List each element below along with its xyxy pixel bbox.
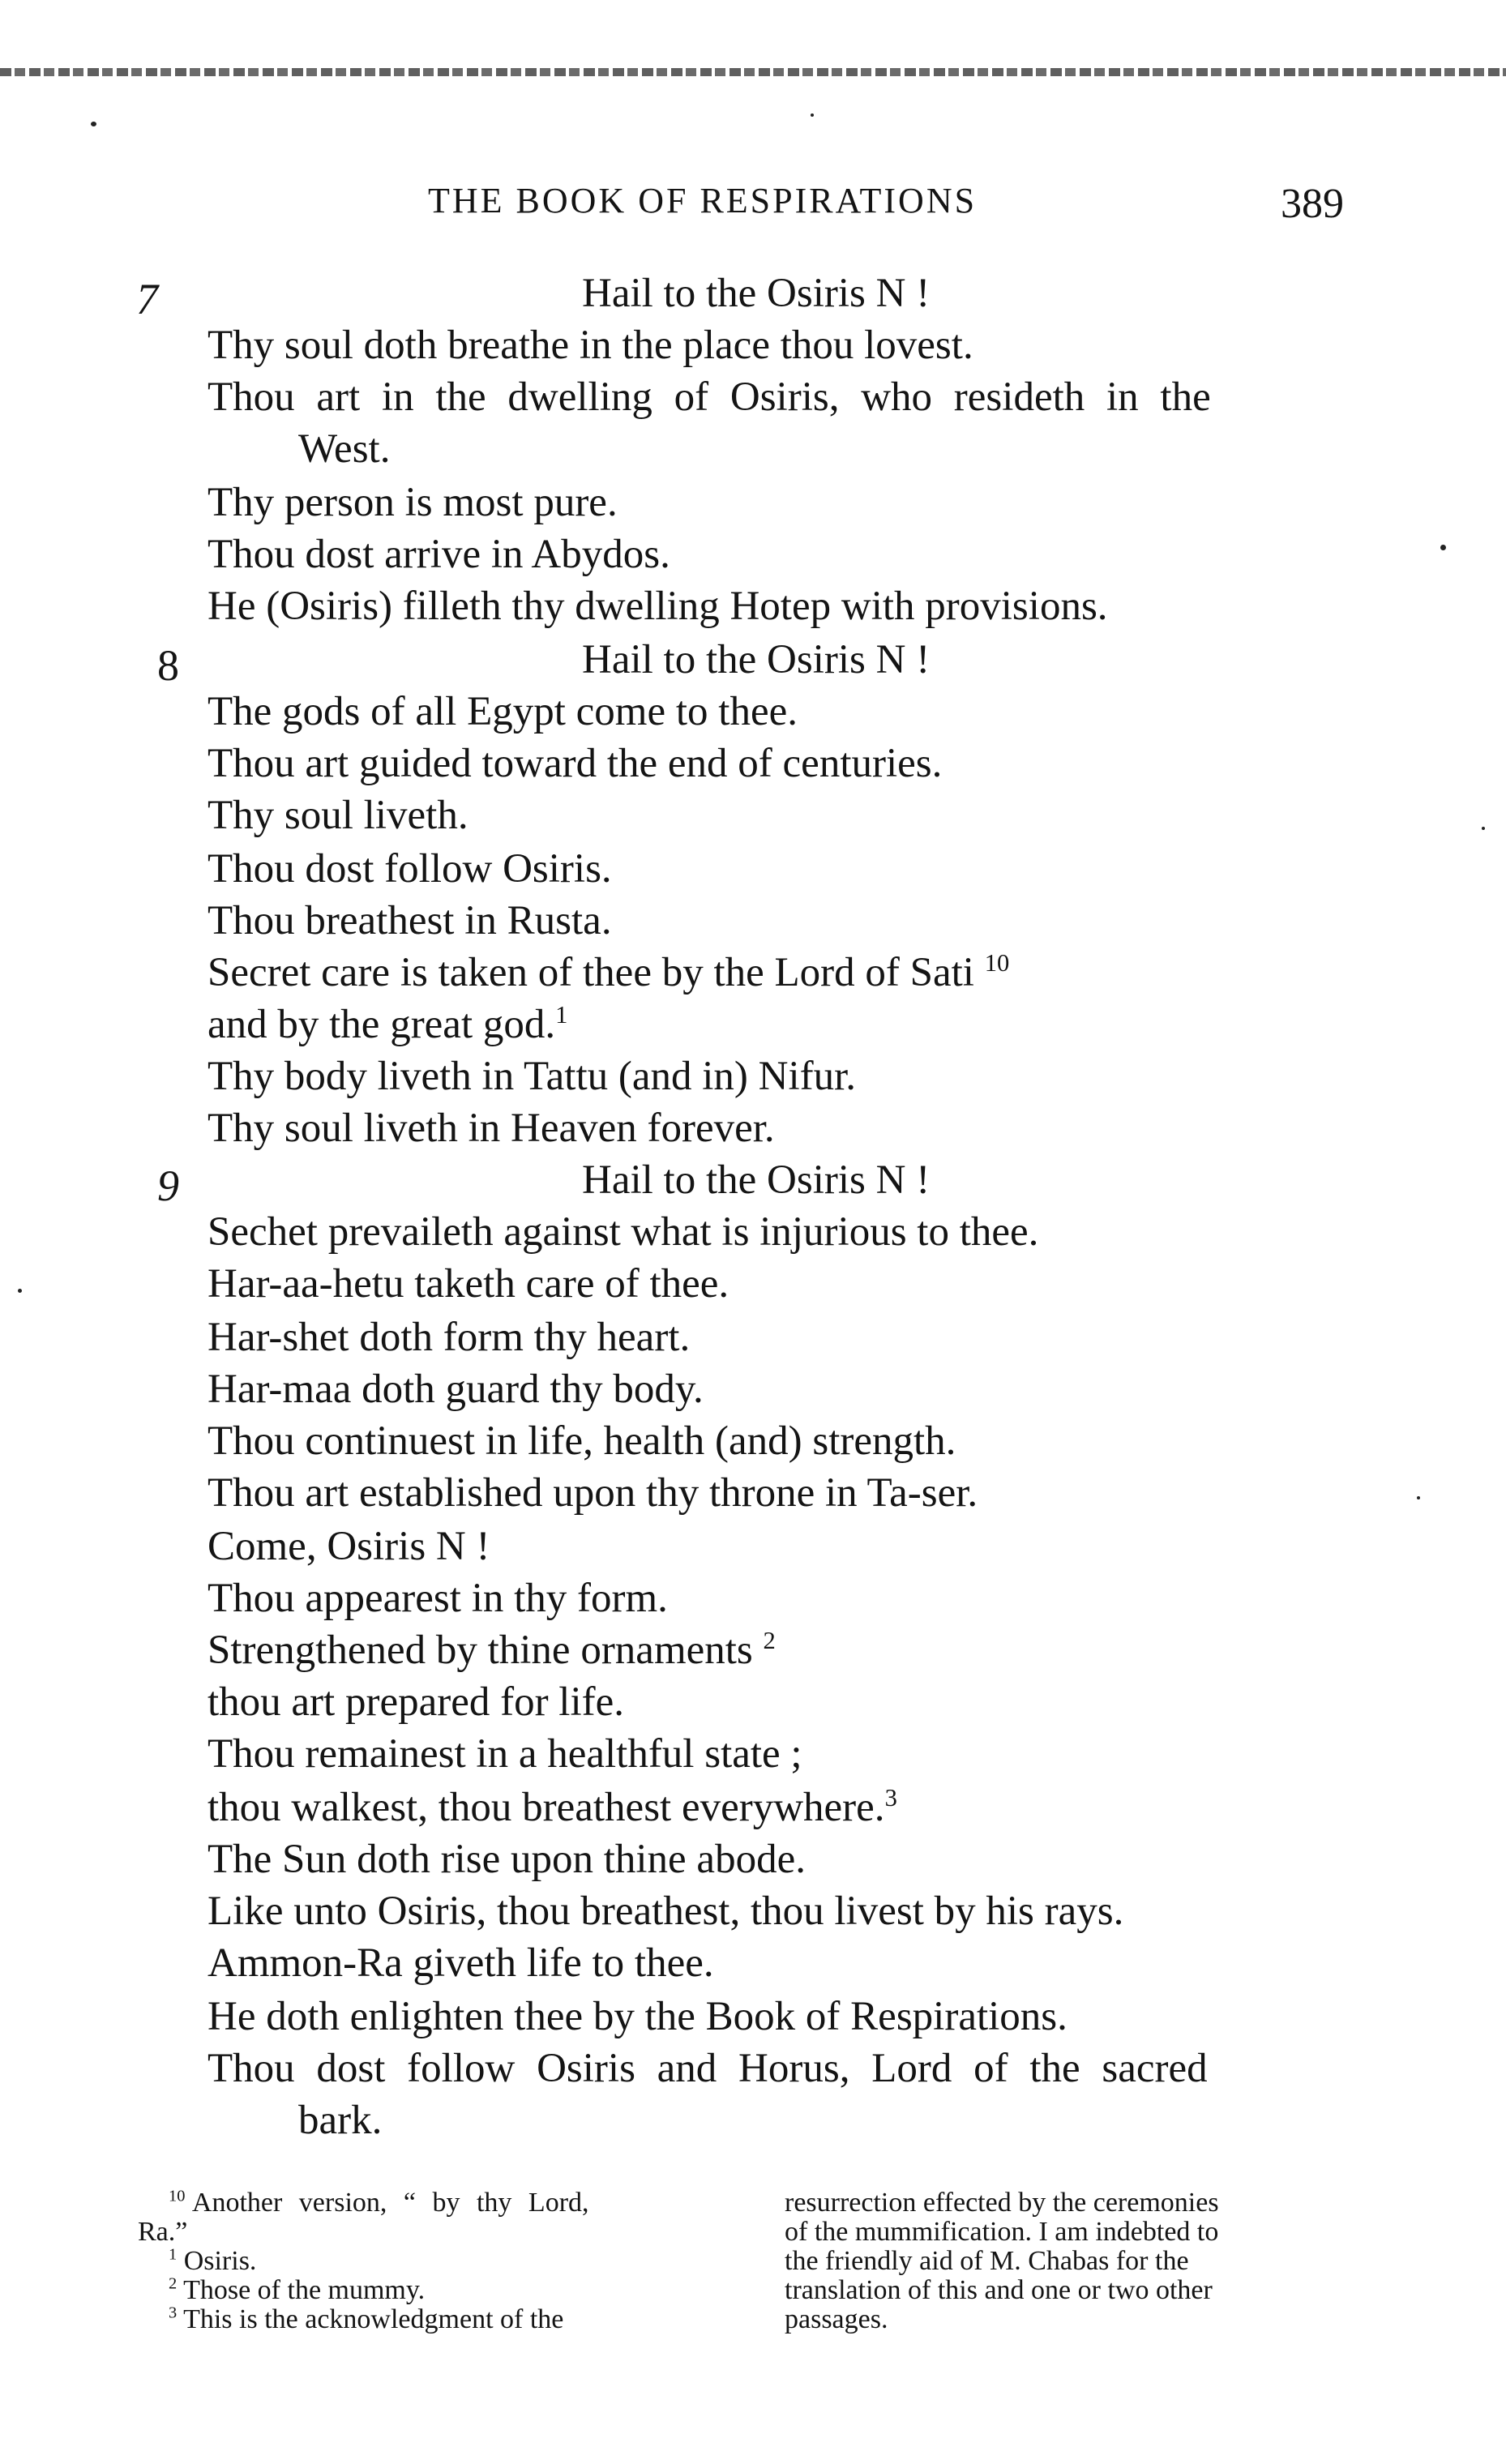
text-line: The Sun doth rise upon thine abode. xyxy=(208,1837,806,1882)
text-line xyxy=(208,1782,1383,1833)
scan-speck xyxy=(1482,827,1485,830)
footnote-text: This is the acknowledgment of the xyxy=(183,2304,564,2334)
text-line: Har-maa doth guard thy body. xyxy=(208,1367,704,1412)
page-number: 389 xyxy=(1281,181,1344,227)
text-line: He doth enlighten thee by the Book of Respirations. xyxy=(208,1994,1067,2039)
scan-edge xyxy=(0,68,1506,76)
footnote-text: Those of the mummy. xyxy=(183,2275,426,2305)
footnote-mark: 3 xyxy=(884,1784,897,1812)
footnote xyxy=(138,2276,754,2305)
text-line: Thy body liveth in Tattu (and in) Nifur. xyxy=(208,1054,857,1099)
scan-speck xyxy=(1440,545,1446,550)
text-line xyxy=(208,2043,1383,2094)
text-line xyxy=(208,371,1383,423)
text-line: Come, Osiris N ! xyxy=(208,1524,490,1569)
text-line-part: Secret care is taken of thee by the Lord of Sati xyxy=(208,950,974,995)
footnotes-right-column xyxy=(785,2188,1384,2334)
text-line: Sechet prevaileth against what is injurious to thee. xyxy=(208,1209,1039,1255)
footnote-continuation: of the mummification. I am indebted to xyxy=(785,2217,1219,2247)
footnote-mark: 3 xyxy=(169,2304,178,2322)
scan-speck xyxy=(91,122,96,126)
footnote xyxy=(138,2218,754,2247)
footnote-continuation: the friendly aid of M. Chabas for the xyxy=(785,2246,1189,2276)
text-line: Thou dost arrive in Abydos. xyxy=(208,532,670,577)
text-line-part: thou walkest, thou breathest everywhere. xyxy=(208,1785,885,1830)
text-line: Thou dost follow Osiris. xyxy=(208,846,612,892)
text-line: Thou art established upon thy throne in Ta-ser. xyxy=(208,1470,978,1516)
text-line: Thy soul doth breathe in the place thou lovest. xyxy=(208,323,973,368)
text-line: Thy soul liveth. xyxy=(208,793,468,838)
footnotes-left-column xyxy=(138,2188,754,2334)
verse-number: 9 xyxy=(157,1161,179,1210)
scan-speck xyxy=(18,1289,22,1293)
text-line xyxy=(208,947,1383,999)
footnote xyxy=(138,2247,754,2276)
text-line xyxy=(208,1624,1383,1676)
text-line: Ammon-Ra giveth life to thee. xyxy=(208,1940,714,1986)
footnote xyxy=(138,2188,754,2218)
footnote-text: Another version, “ by thy Lord, xyxy=(191,2188,589,2218)
text-line-part: Thou dost follow Osiris and Horus, Lord of the sacred xyxy=(208,2046,1208,2091)
footnote-continuation: resurrection effected by the ceremonies xyxy=(785,2188,1219,2218)
text-line-part: Strengthened by thine ornaments xyxy=(208,1628,753,1673)
scan-speck xyxy=(811,113,814,117)
footnote-text: Ra.” xyxy=(138,2217,188,2247)
scan-speck xyxy=(1417,1496,1420,1499)
text-line: bark. xyxy=(298,2098,383,2143)
footnote-continuation: translation of this and one or two other xyxy=(785,2275,1213,2305)
text-line: West. xyxy=(298,426,391,472)
footnote-mark: 1 xyxy=(169,2245,178,2264)
verse-number: 8 xyxy=(157,641,179,690)
text-line: Thou art guided toward the end of centuries. xyxy=(208,741,943,786)
footnote-mark: 10 xyxy=(169,2187,186,2205)
footnote-text: Osiris. xyxy=(183,2246,257,2276)
footnote-mark: 1 xyxy=(555,1001,568,1029)
text-line: He (Osiris) filleth thy dwelling Hotep with provisions. xyxy=(208,584,1108,629)
text-line: Har-aa-hetu taketh care of thee. xyxy=(208,1261,729,1307)
text-line: Thou remainest in a healthful state ; xyxy=(208,1731,802,1777)
text-line: Thy soul liveth in Heaven forever. xyxy=(208,1106,775,1151)
running-title: THE BOOK OF RESPIRATIONS xyxy=(428,181,978,220)
text-line: Thy person is most pure. xyxy=(208,480,618,525)
footnote-continuation: passages. xyxy=(785,2304,888,2334)
footnote-mark: 10 xyxy=(984,949,1010,977)
text-line xyxy=(208,999,1383,1050)
footnote xyxy=(138,2305,754,2334)
footnote-mark: 2 xyxy=(763,1627,776,1654)
text-line: thou art prepared for life. xyxy=(208,1679,625,1725)
text-line-part: Thou art in the dwelling of Osiris, who resideth in the xyxy=(208,374,1211,420)
verse-number: 7 xyxy=(136,275,158,323)
text-line-part: and by the great god. xyxy=(208,1002,556,1047)
verse-heading: Hail to the Osiris N ! xyxy=(582,271,931,316)
text-line: Like unto Osiris, thou breathest, thou livest by his rays. xyxy=(208,1889,1124,1934)
text-line: Thou continuest in life, health (and) strength. xyxy=(208,1418,956,1464)
text-line: The gods of all Egypt come to thee. xyxy=(208,689,798,734)
verse-heading: Hail to the Osiris N ! xyxy=(582,1157,931,1203)
text-line: Har-shet doth form thy heart. xyxy=(208,1315,691,1360)
footnote-mark: 2 xyxy=(169,2274,178,2293)
verse-heading: Hail to the Osiris N ! xyxy=(582,637,931,682)
text-line: Thou appearest in thy form. xyxy=(208,1576,668,1621)
text-line: Thou breathest in Rusta. xyxy=(208,898,612,943)
